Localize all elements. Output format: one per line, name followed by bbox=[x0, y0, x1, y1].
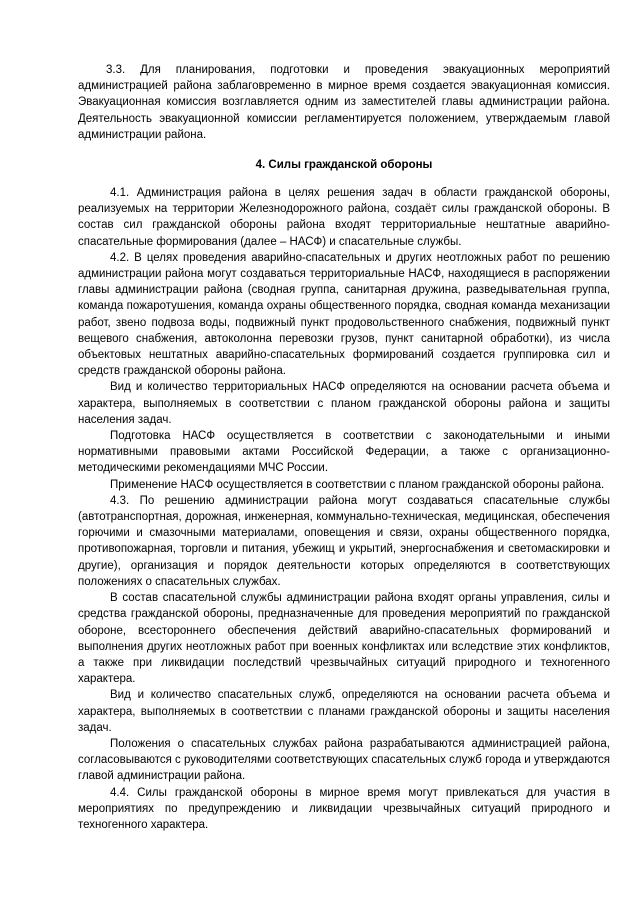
paragraph-nasf-count: Вид и количество территориальных НАСФ определяются на основании расчета объема и характера, выполняемых в соответствии с планом гражданской обороны района и защиты населения задач. bbox=[78, 381, 610, 426]
paragraph-4-4: 4.4. Силы гражданской обороны в мирное время могут привлекаться для участия в мероприятиях по предупреждению и ликвидации чрезвычайных ситуаций природного и техногенного характера. bbox=[78, 786, 610, 831]
paragraph-rescue-service-composition: В состав спасательной службы администрации района входят органы управления, силы и средства гражданской обороны, предназначенные для проведения мероприятий по гражданской обороне, всестороннего обеспечения действий аварийно-спасательных формирований и выполнения других неотложных работ при военных конфликтах или вследствие этих конфликтов, а также при ликвидации последствий чрезвычайных ситуаций природного и техногенного характера. bbox=[78, 592, 610, 686]
section-heading: 4. Силы гражданской обороны bbox=[255, 159, 433, 172]
paragraph-rescue-service-regulations: Положения о спасательных службах района разрабатываются администрацией района, согласовываются с руководителями соответствующих спасательных служб города и утверждаются главой администрации района. bbox=[78, 737, 610, 783]
paragraph-3-3: 3.3. Для планирования, подготовки и проведения эвакуационных мероприятий администрацией района заблаговременно в мирное время создается эвакуационная комиссия. Эвакуационная комиссия возглавляется одним из заместителей главы администрации района. Деятельность эвакуационной комиссии регламентируется положением, утверждаемым главой администрации района. bbox=[78, 64, 610, 141]
paragraph-nasf-training: Подготовка НАСФ осуществляется в соответствии с законодательными и иными нормативными правовыми актами Российской Федерации, а также с организационно-методическими рекомендациями МЧС России. bbox=[78, 430, 610, 475]
document-page bbox=[78, 62, 610, 833]
paragraph-rescue-service-count: Вид и количество спасательных служб, определяются на основании расчета объема и характера, выполняемых в соответствии с планами гражданской обороны и защиты населения задач. bbox=[78, 689, 610, 734]
paragraph-4-2: 4.2. В целях проведения аварийно-спасательных и других неотложных работ по решению администрации района могут создаваться территориальные НАСФ, находящиеся в распоряжении главы администрации района (сводная группа, санитарная дружина, разведывательная группа, команда пожаротушения, команда охраны общественного порядка, сводная команда механизации работ, звено подвоза воды, подвижный пункт продовольственного снабжения, подвижный пункт вещевого снабжения, автоколонна перевозки грузов, пункт санитарной обработки), из числа объектовых нештатных аварийно-спасательных формирований создается группировка сил и средств гражданской обороны района. bbox=[78, 251, 610, 378]
paragraph-4-3: 4.3. По решению администрации района могут создаваться спасательные службы (автотранспортная, дорожная, инженерная, коммунально-техническая, медицинская, обеспечения горючими и смазочными материалами, оповещения и связи, охраны общественного порядка, противопожарная, торговли и питания, убежищ и укрытий, энергоснабжения и светомаскировки и другие), организация и порядок деятельности которых определяются в соответствующих положениях о спасательных службах. bbox=[78, 494, 610, 588]
paragraph-nasf-application: Применение НАСФ осуществляется в соответствии с планом гражданской обороны района. bbox=[110, 478, 605, 491]
paragraph-4-1: 4.1. Администрация района в целях решения задач в области гражданской обороны, реализуемых на территории Железнодорожного района, создаёт силы гражданской обороны. В состав сил гражданской обороны района входят территориальные нештатные аварийно-спасательные формирования (далее – НАСФ) и спасательные службы. bbox=[78, 187, 610, 248]
